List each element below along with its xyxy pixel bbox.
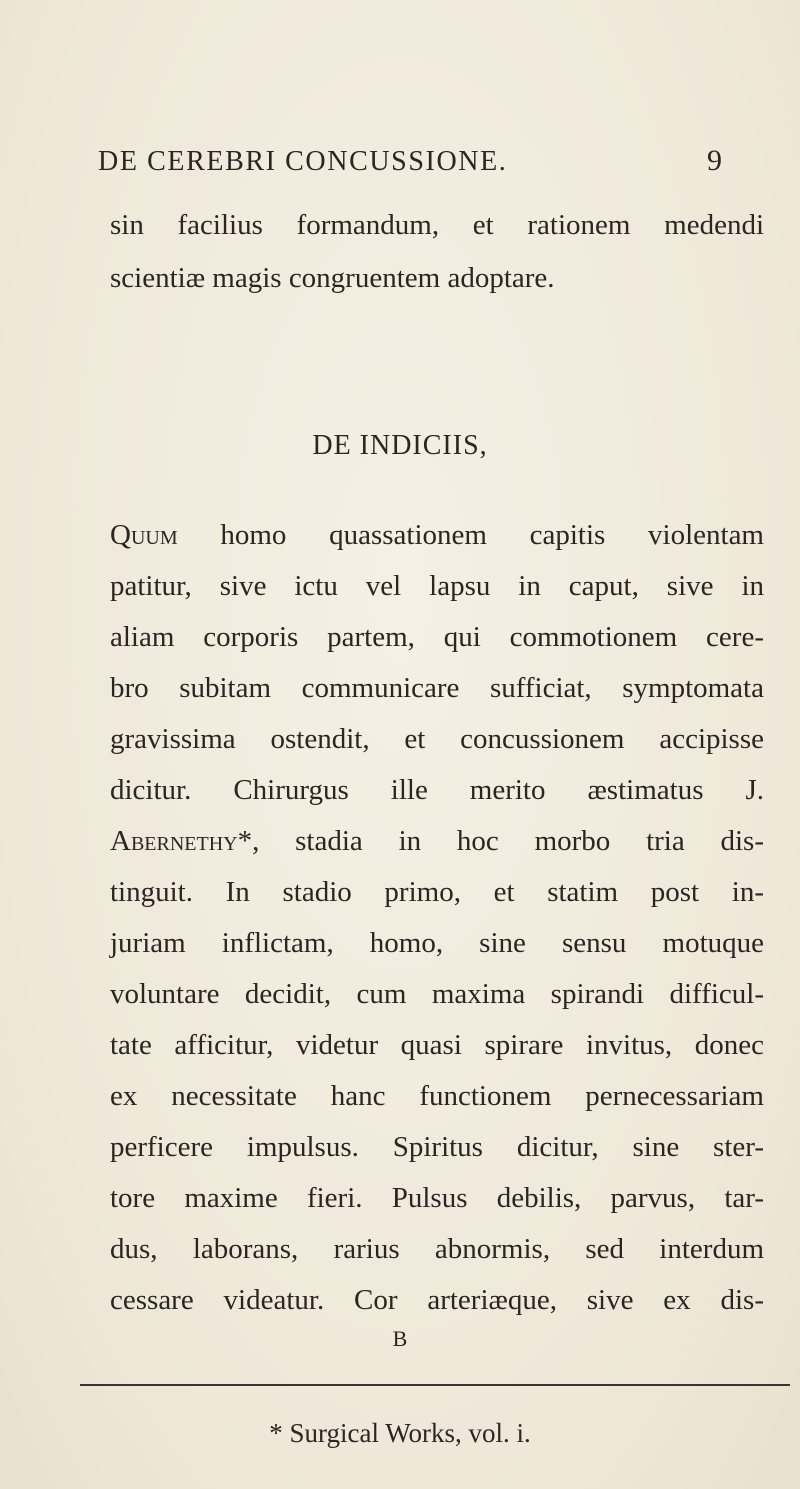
body-line: tinguit. In stadio primo, et statim post in- (110, 876, 764, 908)
paragraph-line-text: homo quassationem capitis violentam (177, 519, 764, 551)
running-title: DE CEREBRI CONCUSSIONE. (98, 146, 508, 177)
body-line: sin facilius formandum, et rationem medendi (110, 209, 764, 241)
body-line: tate afficitur, videtur quasi spirare invitus, donec (110, 1029, 764, 1061)
running-head (60, 138, 750, 188)
body-line: ex necessitate hanc functionem pernecessariam (110, 1080, 764, 1112)
body-line: dicitur. Chirurgus ille merito æstimatus J. (110, 774, 764, 806)
paragraph-line-text: *, stadia in hoc morbo tria dis- (237, 825, 764, 857)
body-line: dus, laborans, rarius abnormis, sed interdum (110, 1233, 764, 1265)
footnote: * Surgical Works, vol. i. (269, 1418, 531, 1448)
footnote-rule (80, 1384, 790, 1386)
body-line: scientiæ magis congruentem adoptare. (110, 262, 555, 294)
section-heading: DE INDICIIS, (312, 430, 488, 461)
body-line: gravissima ostendit, et concussionem accipisse (110, 723, 764, 755)
body-line: perficere impulsus. Spiritus dicitur, sine ster- (110, 1131, 764, 1163)
body-line: tore maxime fieri. Pulsus debilis, parvus, tar- (110, 1182, 764, 1214)
body-line: aliam corporis partem, qui commotionem cere- (110, 621, 764, 653)
signature-mark: B (392, 1326, 408, 1351)
paragraph-first-word: Quum (110, 519, 178, 551)
body-line: bro subitam communicare sufficiat, symptomata (110, 672, 764, 704)
body-line: juriam inflictam, homo, sine sensu motuque (110, 927, 764, 959)
page-number: 9 (707, 144, 722, 177)
author-name: Abernethy (110, 825, 238, 857)
body-line-with-name (110, 821, 764, 861)
body-line: cessare videatur. Cor arteriæque, sive ex dis- (110, 1284, 764, 1316)
body-line: voluntare decidit, cum maxima spirandi difficul- (110, 978, 764, 1010)
paragraph-first-line (110, 515, 764, 555)
body-line: patitur, sive ictu vel lapsu in caput, sive in (110, 570, 764, 602)
